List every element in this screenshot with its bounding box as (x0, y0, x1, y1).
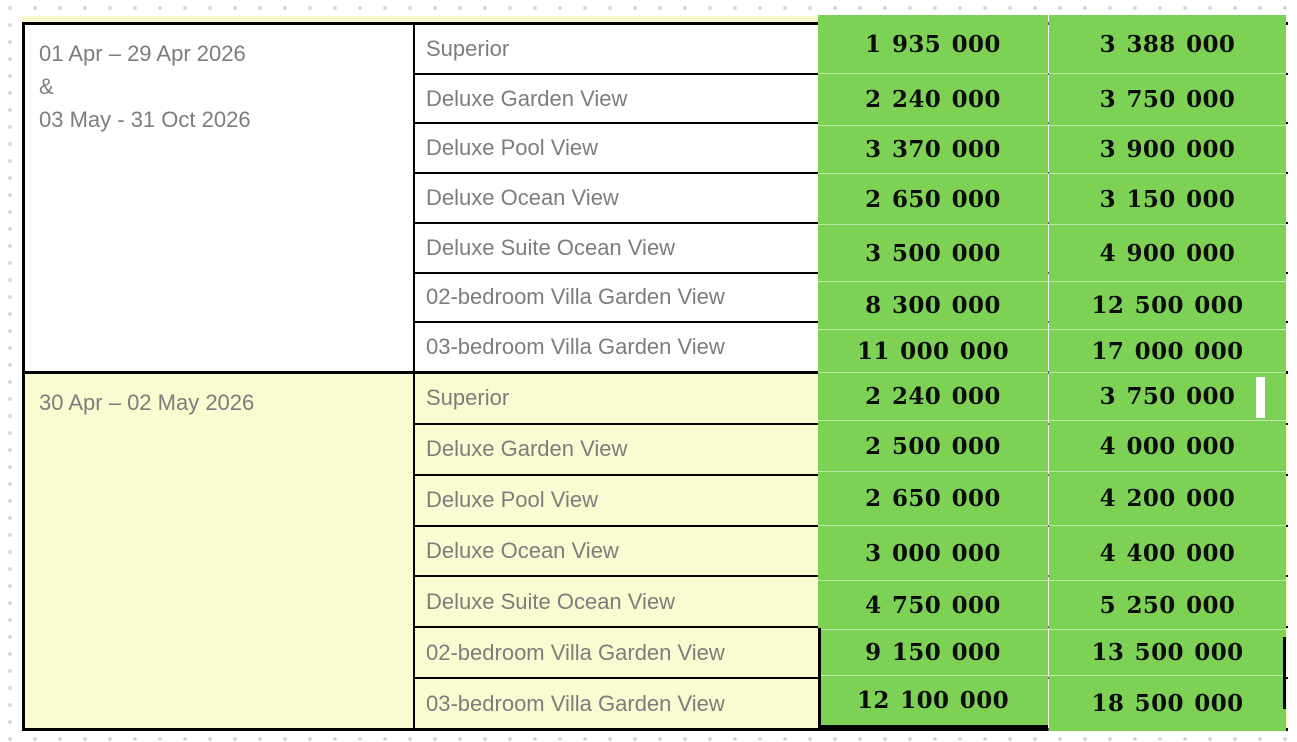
price-cell: 3 750 000 (1049, 373, 1286, 421)
price-cell: 5 250 000 (1049, 581, 1286, 630)
room-name: Superior (426, 35, 510, 61)
price-cell: 12 500 000 (1049, 282, 1286, 330)
room-name: Deluxe Garden View (426, 436, 628, 462)
price-cell: 4 750 000 (818, 581, 1048, 630)
price-cell: 4 400 000 (1049, 526, 1286, 581)
price-column-2 (1048, 15, 1286, 731)
period-line: 30 Apr – 02 May 2026 (39, 390, 255, 415)
paste-gap-artifact (1256, 377, 1265, 418)
room-name: 02-bedroom Villa Garden View (426, 639, 725, 665)
price-cell: 3 900 000 (1049, 126, 1286, 174)
room-name: 03-bedroom Villa Garden View (426, 690, 725, 716)
price-cell: 17 000 000 (1049, 330, 1286, 373)
price-cell: 3 150 000 (1049, 174, 1286, 225)
price-cell: 4 200 000 (1049, 472, 1286, 526)
room-name: 03-bedroom Villa Garden View (426, 334, 725, 360)
price-cell: 3 388 000 (1049, 15, 1286, 74)
room-name: Deluxe Ocean View (426, 538, 619, 563)
room-name: Superior (426, 385, 510, 411)
price-cell: 2 240 000 (818, 373, 1048, 421)
room-name: Deluxe Pool View (426, 487, 599, 513)
period-cell (25, 374, 415, 728)
room-name: Deluxe Pool View (426, 135, 599, 161)
price-cell: 4 000 000 (1049, 421, 1286, 472)
price-cell: 2 500 000 (818, 421, 1048, 472)
period-line: & (39, 74, 54, 99)
table-border-fragment (818, 628, 821, 725)
price-cell: 3 370 000 (818, 126, 1048, 174)
price-cell: 2 650 000 (818, 472, 1048, 526)
price-cell: 3 500 000 (818, 225, 1048, 282)
price-cell: 3 000 000 (818, 526, 1048, 581)
room-name: Deluxe Suite Ocean View (426, 588, 676, 614)
price-cell: 18 500 000 (1049, 676, 1286, 731)
room-name: Deluxe Suite Ocean View (426, 234, 676, 260)
period-line: 01 Apr – 29 Apr 2026 (39, 41, 246, 66)
price-cell: 2 240 000 (818, 74, 1048, 126)
price-cell: 12 100 000 (818, 676, 1048, 725)
period-line: 03 May - 31 Oct 2026 (39, 107, 251, 132)
price-cell: 9 150 000 (818, 630, 1048, 676)
price-cell: 4 900 000 (1049, 225, 1286, 282)
price-cell: 3 750 000 (1049, 74, 1286, 126)
price-column-1 (818, 15, 1048, 728)
room-name: Deluxe Ocean View (426, 185, 619, 211)
room-name: Deluxe Garden View (426, 85, 628, 111)
price-cell: 8 300 000 (818, 282, 1048, 330)
table-border-fragment (1283, 637, 1286, 709)
price-cell: 11 000 000 (818, 330, 1048, 373)
price-cell: 1 935 000 (818, 15, 1048, 74)
price-cell: 13 500 000 (1049, 630, 1286, 676)
room-name: 02-bedroom Villa Garden View (426, 284, 725, 310)
price-cell: 2 650 000 (818, 174, 1048, 225)
price-overlay (818, 15, 1286, 731)
period-cell (25, 25, 415, 371)
